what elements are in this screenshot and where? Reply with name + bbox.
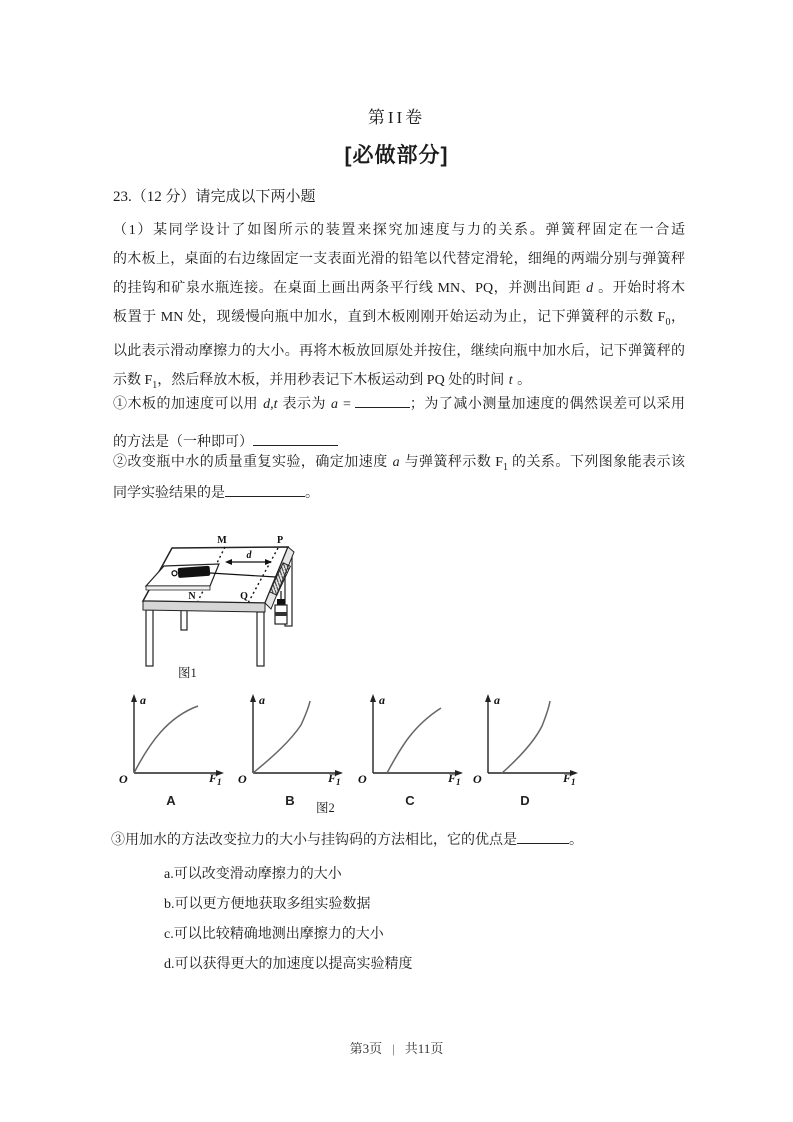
table-leg <box>181 610 187 630</box>
text-run: 。 <box>569 833 583 848</box>
text-run: ①木板的加速度可以用 <box>113 397 263 412</box>
math-var-t: t <box>508 372 513 388</box>
label-M: M <box>217 535 227 546</box>
text-run: 同学实验结果的是 <box>113 485 225 501</box>
graph-D <box>466 690 584 808</box>
page-number: 第3页 <box>349 1041 383 1056</box>
text-line <box>113 390 685 419</box>
answer-blank <box>225 482 305 497</box>
footer-separator: | <box>392 1041 395 1056</box>
curve-B <box>253 701 310 773</box>
figure2-caption: 图2 <box>316 801 335 815</box>
figure1-apparatus-drawing <box>125 533 315 673</box>
tabletop-front-edge <box>143 601 265 612</box>
text-line <box>113 450 685 481</box>
answer-blank <box>355 393 410 408</box>
text-run: ②改变瓶中水的质量重复实验，确定加速度 <box>113 455 392 470</box>
origin-label: O <box>119 772 128 786</box>
label-Q: Q <box>240 591 248 602</box>
math-var-a: a <box>392 455 400 470</box>
text-run: ， <box>670 310 686 325</box>
wood-board-edge <box>146 586 210 590</box>
page-total: 共11页 <box>404 1041 444 1056</box>
sub-question-1 <box>113 390 685 457</box>
x-axis-label: $F_1$ <box>448 771 461 786</box>
y-axis-label: a <box>494 693 500 707</box>
origin-label: O <box>473 772 482 786</box>
text-run: 示数 F <box>113 372 153 388</box>
curve-D <box>502 701 550 773</box>
origin-label: O <box>238 772 247 786</box>
text-line <box>113 274 685 303</box>
text-line <box>113 481 685 507</box>
y-axis-label: a <box>259 693 265 707</box>
table-leg <box>146 610 153 666</box>
curve-A <box>134 706 198 773</box>
question-number: 23.（12 分）请完成以下两小题 <box>113 189 316 205</box>
option-a: a.可以改变滑动摩擦力的大小 <box>164 867 342 882</box>
graph-C <box>351 690 469 808</box>
text-run: 。开始时将木 <box>594 281 685 296</box>
text-run: ；为了减小测量加速度的偶然误差可以采用 <box>409 397 686 412</box>
graph-letter: D <box>520 793 530 808</box>
text-line: 的木板上，桌面的右边缘固定一支表面光滑的铅笔以代替定滑轮，细绳的两端分别与弹簧秤 <box>113 252 685 267</box>
answer-blank <box>517 829 569 844</box>
sub-question-3 <box>111 829 583 849</box>
text-run: 与弹簧秤示数 F <box>400 455 504 470</box>
text-line <box>113 303 685 337</box>
text-run: 的关系。下列图象能表示该 <box>508 455 686 470</box>
table-leg <box>257 612 264 666</box>
text-run: 表示为 <box>278 397 330 412</box>
graph-B <box>231 690 349 808</box>
text-run: 的方法是（一种即可） <box>113 435 253 450</box>
text-line: （1）某同学设计了如图所示的装置来探究加速度与力的关系。弹簧秤固定在一合适 <box>113 223 685 238</box>
label-P: P <box>276 535 284 546</box>
option-b: b.可以更方便地获取多组实验数据 <box>164 897 371 912</box>
subscript-1: 1 <box>503 461 509 473</box>
answer-blank <box>253 431 338 446</box>
subscript-0: 0 <box>665 316 671 328</box>
graph-letter: C <box>405 793 415 808</box>
math-var-a: a <box>330 397 338 412</box>
text-run: 的挂钩和矿泉水瓶连接。在桌面上画出两条平行线 MN、PQ，并测出间距 <box>113 281 586 296</box>
option-c: c.可以比较精确地测出摩擦力的大小 <box>164 927 384 942</box>
text-run: 。 <box>513 372 532 388</box>
math-var-dt: d,t <box>263 397 278 412</box>
option-list <box>164 860 413 980</box>
y-axis-label: a <box>379 693 385 707</box>
graph-A-plot <box>112 690 230 786</box>
page-footer <box>0 1038 793 1057</box>
math-var-d: d <box>586 281 594 296</box>
page-title: 第II卷 <box>367 108 426 127</box>
graph-B-plot <box>231 690 349 786</box>
graph-C-plot <box>351 690 469 786</box>
graph-D-plot <box>466 690 584 786</box>
option-d: d.可以获得更大的加速度以提高实验精度 <box>164 957 413 972</box>
y-axis-label: a <box>140 693 146 707</box>
curve-C <box>387 708 441 773</box>
x-axis-label: $F_1$ <box>328 771 341 786</box>
label-d: d <box>246 550 252 561</box>
text-run: 板置于 MN 处，现缓慢向瓶中加水，直到木板刚刚开始运动为止，记下弹簧秤的示数 F <box>113 310 666 325</box>
section-heading: [必做部分] <box>344 144 449 167</box>
text-run: 。 <box>305 485 319 501</box>
graph-letter: A <box>166 793 176 808</box>
text-run: ③用加水的方法改变拉力的大小与挂钩码的方法相比，它的优点是 <box>111 833 517 848</box>
x-axis-label: $F_1$ <box>209 771 222 786</box>
graph-letter: B <box>285 793 295 808</box>
figure1-caption: 图1 <box>178 666 197 680</box>
subscript-1: 1 <box>152 379 158 391</box>
text-run: ，然后释放木板，并用秒表记下木板运动到 PQ 处的时间 <box>157 372 508 388</box>
x-axis-label: $F_1$ <box>563 771 576 786</box>
graph-A <box>112 690 230 808</box>
paragraph-1 <box>113 216 685 400</box>
text-run: = <box>338 397 355 412</box>
text-line: 以此表示滑动摩擦力的大小。再将木板放回原处并按住，继续向瓶中加水后，记下弹簧秤的 <box>113 343 685 359</box>
origin-label: O <box>358 772 367 786</box>
sub-question-2 <box>113 450 685 507</box>
label-N: N <box>188 591 196 602</box>
